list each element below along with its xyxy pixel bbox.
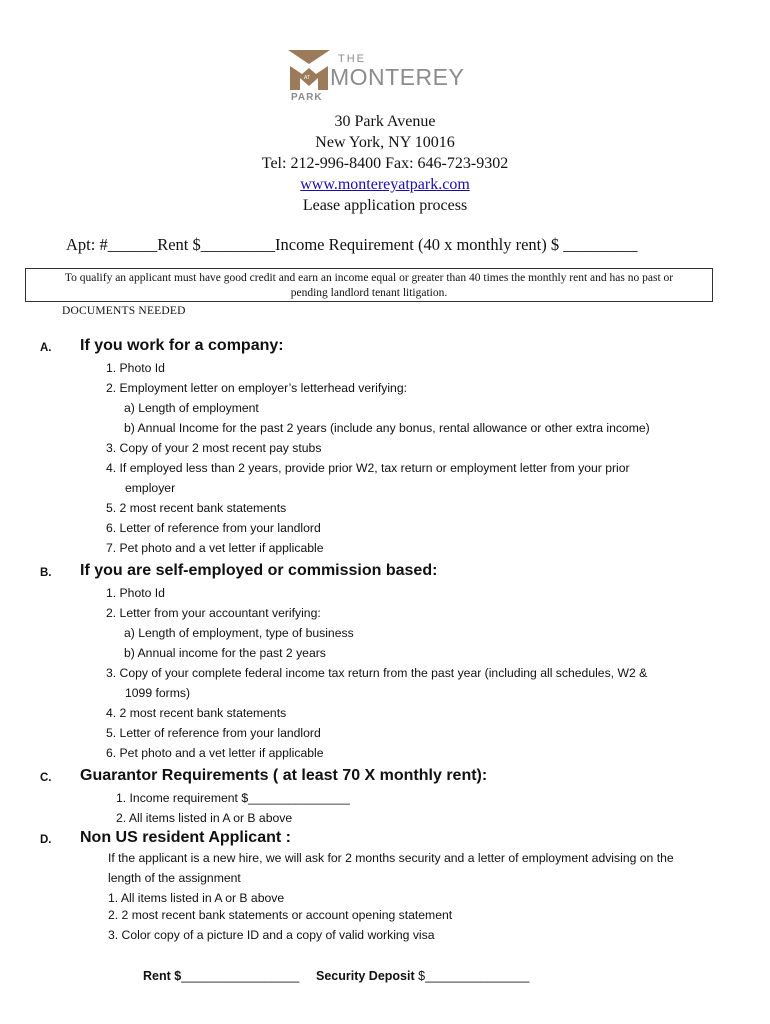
rent-blank[interactable]: _________________ (181, 969, 300, 983)
logo-at-text: AT (304, 75, 311, 81)
list-item: 2. 2 most recent bank statements or account opening statement (108, 908, 453, 922)
logo-name-text: MONTEREY (330, 64, 465, 90)
section-c-letter: C. (40, 772, 52, 784)
list-item: 1. All items listed in A or B above (108, 891, 285, 905)
section-b-title: If you are self-employed or commission based: (80, 562, 438, 579)
list-item: 7. Pet photo and a vet letter if applicable (106, 541, 324, 555)
list-item: employer (125, 481, 176, 495)
website-row (0, 175, 770, 195)
section-d-intro-1: If the applicant is a new hire, we will ask for 2 months security and a letter of employment advising on the (108, 851, 674, 865)
section-d-title: Non US resident Applicant : (80, 829, 291, 846)
section-c-title: Guarantor Requirements ( at least 70 X monthly rent): (80, 767, 488, 784)
list-item: 2. Employment letter on employer’s letterhead verifying: (106, 381, 407, 395)
qualify-notice-box (25, 268, 713, 302)
list-item: 6. Pet photo and a vet letter if applicable (106, 746, 324, 760)
list-item: a) Length of employment, type of business (124, 626, 354, 640)
address-line-2: New York, NY 10016 (315, 134, 455, 151)
qualify-line-1: To qualify an applicant must have good credit and earn an income equal or greater than 40 times the monthly rent and has no past or (64, 272, 674, 284)
qualify-line-2: pending landlord tenant litigation. (290, 287, 448, 299)
list-item: 4. 2 most recent bank statements (106, 706, 287, 720)
list-item: 3. Color copy of a picture ID and a copy of valid working visa (108, 928, 435, 942)
list-item: 1. Photo Id (106, 361, 165, 375)
documents-needed-heading: DOCUMENTS NEEDED (62, 305, 186, 317)
logo-the-text: THE (338, 53, 366, 65)
list-item: 1099 forms) (125, 686, 191, 700)
list-item: 1. Photo Id (106, 586, 165, 600)
section-d-intro-2: length of the assignment (108, 871, 241, 885)
website-link[interactable]: www.montereyatpark.com (300, 176, 470, 193)
list-item: a) Length of employment (124, 401, 259, 415)
list-item: 6. Letter of reference from your landlord (106, 521, 321, 535)
list-item: 2. All items listed in A or B above (116, 811, 293, 825)
monterey-logo (288, 50, 488, 106)
section-a-title: If you work for a company: (80, 337, 284, 354)
security-deposit-blank[interactable]: $_______________ (418, 969, 530, 983)
list-item: b) Annual Income for the past 2 years (include any bonus, rental allowance or other extra income) (124, 421, 650, 435)
address-line-1: 30 Park Avenue (334, 113, 436, 130)
rent-label: Rent $ (143, 969, 182, 983)
security-deposit-label: Security Deposit (316, 969, 419, 983)
phone-fax-line: Tel: 212-996-8400 Fax: 646-723-9302 (261, 155, 509, 172)
list-item: 5. 2 most recent bank statements (106, 501, 287, 515)
list-item: 2. Letter from your accountant verifying: (106, 606, 321, 620)
section-a-letter: A. (40, 342, 52, 354)
apt-rent-income-line: Apt: #______Rent $_________Income Requirement (40 x monthly rent) $ _________ (66, 235, 638, 254)
page-title: Lease application process (302, 197, 468, 214)
section-b-letter: B. (40, 567, 52, 579)
logo-park-text: PARK (291, 92, 323, 103)
list-item: 3. Copy of your 2 most recent pay stubs (106, 441, 322, 455)
list-item: 4. If employed less than 2 years, provide prior W2, tax return or employment letter from your prior (106, 461, 630, 475)
security-deposit-field (316, 967, 529, 985)
list-item: 5. Letter of reference from your landlord (106, 726, 321, 740)
list-item: 1. Income requirement $_______________ (116, 791, 350, 805)
section-d-letter: D. (40, 834, 52, 846)
list-item: b) Annual income for the past 2 years (124, 646, 326, 660)
list-item: 3. Copy of your complete federal income tax return from the past year (including all schedules, W2 & (106, 666, 648, 680)
rent-field (143, 967, 299, 985)
logo-mark-icon (288, 50, 330, 92)
